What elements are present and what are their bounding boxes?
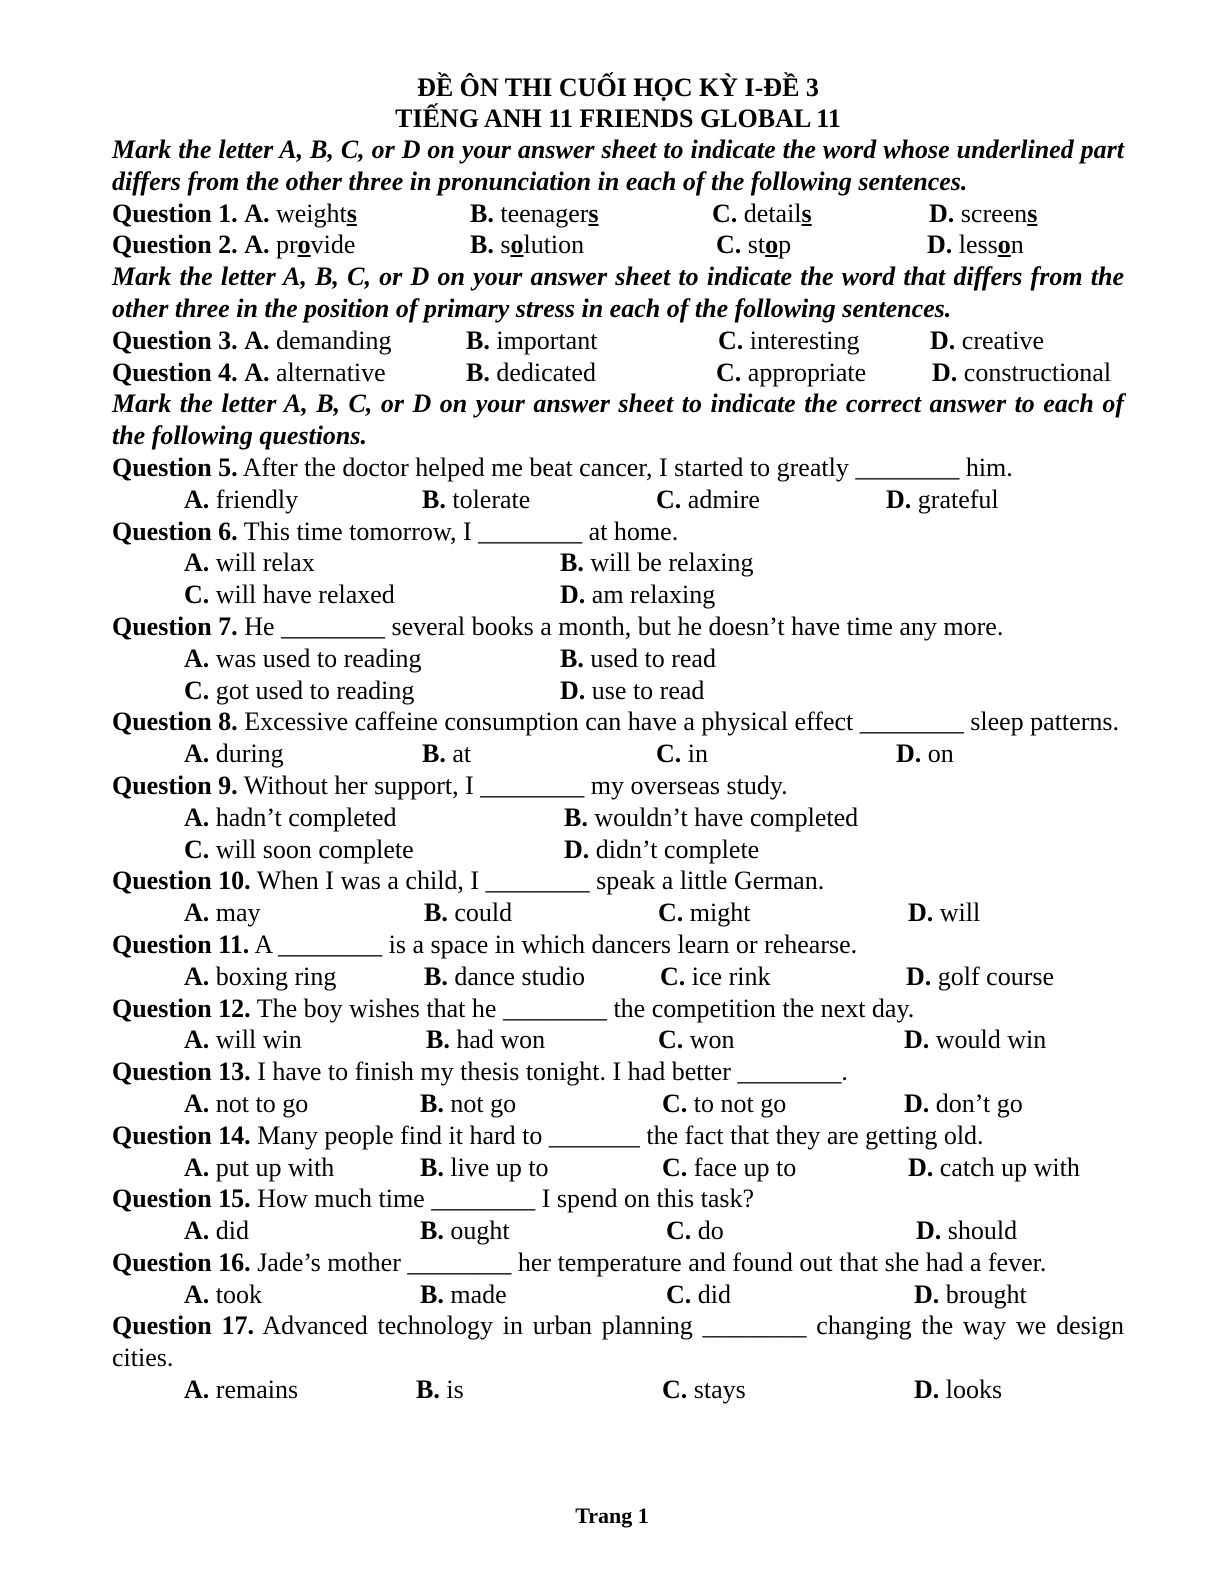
question-6-label: Question 6.	[112, 516, 238, 546]
question-15-option-b	[420, 1215, 666, 1247]
option-text: on	[927, 739, 954, 769]
option-text: will soon complete	[215, 834, 414, 864]
question-7-options	[112, 643, 1124, 675]
question-12-label: Question 12.	[112, 993, 251, 1023]
exam-title-line1: ĐỀ ÔN THI CUỐI HỌC KỲ I-ĐỀ 3	[417, 73, 819, 102]
question-16	[112, 1247, 1124, 1279]
question-15-option-c	[666, 1215, 916, 1247]
question-12-options	[112, 1024, 1124, 1056]
question-8	[112, 706, 1124, 738]
question-13	[112, 1056, 1124, 1088]
option-text: is	[446, 1375, 464, 1405]
underlined-letter: s	[346, 198, 357, 228]
question-1-option-b: teenagers	[500, 198, 599, 228]
question-16-option-a	[184, 1279, 420, 1311]
option-letter: D.	[896, 739, 922, 769]
option-text: grateful	[917, 484, 999, 514]
question-6-text: This time tomorrow, I ________ at home.	[243, 516, 679, 546]
option-letter: B.	[560, 643, 584, 673]
option-letter: B.	[466, 357, 490, 387]
question-12-option-a	[184, 1024, 426, 1056]
option-text: should	[947, 1216, 1018, 1246]
question-11	[112, 929, 1124, 961]
question-14-option-a	[184, 1152, 420, 1184]
option-letter: B.	[426, 1025, 450, 1055]
option-letter: D.	[560, 675, 586, 705]
question-4-option-c: appropriate	[747, 357, 867, 387]
question-11-option-d	[906, 961, 1054, 993]
option-letter: C.	[666, 1216, 692, 1246]
option-letter: A.	[184, 898, 210, 928]
option-text: put up with	[215, 1152, 335, 1182]
underlined-letter: o	[510, 230, 524, 260]
question-9-option-a	[184, 802, 564, 834]
question-11-option-c	[660, 961, 906, 993]
question-13-option-c	[662, 1088, 904, 1120]
option-letter: A.	[184, 643, 210, 673]
option-letter: C.	[184, 834, 210, 864]
option-letter: C.	[662, 1088, 688, 1118]
option-letter: D.	[932, 357, 958, 387]
question-14-option-b	[420, 1152, 662, 1184]
question-1-option-c-letter: C.	[712, 198, 738, 228]
question-8-option-c	[656, 738, 896, 770]
option-text: brought	[945, 1279, 1027, 1309]
option-letter: A.	[244, 325, 270, 355]
question-13-text: I have to finish my thesis tonight. I had better ________.	[257, 1057, 848, 1087]
option-letter: A.	[184, 484, 210, 514]
option-text: may	[215, 898, 261, 928]
question-5-text: After the doctor helped me beat cancer, I started to greatly ________ him.	[242, 452, 1013, 482]
question-9-option-d	[564, 834, 759, 866]
question-7-label: Question 7.	[112, 611, 238, 641]
question-5-option-c	[656, 484, 886, 516]
question-1-option-a: weights	[275, 198, 357, 228]
question-17-option-d	[914, 1374, 1002, 1406]
question-7-text: He ________ several books a month, but he doesn’t have time any more.	[244, 611, 1004, 641]
question-3-option-a: demanding	[275, 325, 392, 355]
question-10-options	[112, 897, 1124, 929]
question-13-options	[112, 1088, 1124, 1120]
option-letter: C.	[660, 961, 686, 991]
question-2-option-b-letter: B.	[470, 230, 494, 260]
question-15-option-d	[916, 1215, 1017, 1247]
option-letter: D.	[908, 1152, 934, 1182]
option-text: to not go	[693, 1088, 787, 1118]
question-4-option-a: alternative	[275, 357, 386, 387]
option-letter: B.	[424, 961, 448, 991]
question-16-option-b	[420, 1279, 666, 1311]
question-10-option-a	[184, 897, 424, 929]
option-text: did	[697, 1279, 732, 1309]
underlined-letter: o	[297, 230, 311, 260]
question-8-option-d	[896, 738, 954, 770]
option-text: will be relaxing	[590, 548, 754, 578]
question-3-option-d: creative	[961, 325, 1045, 355]
option-letter: C.	[184, 675, 210, 705]
question-9-options	[112, 802, 1124, 834]
option-letter: A.	[184, 802, 210, 832]
option-text: friendly	[215, 484, 299, 514]
question-14-option-d	[908, 1152, 1080, 1184]
question-13-option-b	[420, 1088, 662, 1120]
option-text: live up to	[450, 1152, 549, 1182]
question-16-option-c	[666, 1279, 914, 1311]
question-6-option-c	[184, 579, 560, 611]
option-letter: A.	[184, 739, 210, 769]
question-9-option-b	[564, 802, 858, 834]
question-2-option-a: provide	[275, 230, 356, 260]
question-10-label: Question 10.	[112, 866, 251, 896]
option-letter: C.	[716, 357, 742, 387]
question-12	[112, 993, 1124, 1025]
question-8-options	[112, 738, 1124, 770]
question-13-label: Question 13.	[112, 1057, 251, 1087]
question-1-option-b-letter: B.	[470, 198, 494, 228]
question-15-text: How much time ________ I spend on this task?	[257, 1184, 755, 1214]
question-2-option-c-letter: C.	[716, 230, 742, 260]
option-text: ought	[450, 1216, 510, 1246]
question-1-option-d: screens	[960, 198, 1038, 228]
option-letter: B.	[466, 325, 490, 355]
question-14-text: Many people find it hard to _______ the fact that they are getting old.	[257, 1120, 984, 1150]
question-9	[112, 770, 1124, 802]
option-letter: A.	[244, 357, 270, 387]
option-text: tolerate	[452, 484, 531, 514]
question-16-option-d	[914, 1279, 1027, 1311]
option-letter: B.	[564, 802, 588, 832]
option-letter: D.	[914, 1375, 940, 1405]
question-2-option-d-letter: D.	[927, 230, 953, 260]
option-text: during	[215, 739, 284, 769]
option-text: ice rink	[691, 961, 771, 991]
option-letter: B.	[420, 1152, 444, 1182]
option-text: made	[450, 1279, 507, 1309]
option-text: might	[689, 898, 751, 928]
option-text: at	[452, 739, 472, 769]
question-5-options	[112, 484, 1124, 516]
option-text: do	[697, 1216, 724, 1246]
option-text: am relaxing	[591, 580, 716, 610]
option-text: will	[939, 898, 981, 928]
question-7-option-a	[184, 643, 560, 675]
option-letter: B.	[420, 1216, 444, 1246]
option-letter: B.	[422, 484, 446, 514]
question-2-option-c: stop	[747, 230, 792, 260]
option-text: will win	[215, 1025, 302, 1055]
option-letter: B.	[420, 1279, 444, 1309]
question-8-label: Question 8.	[112, 707, 238, 737]
question-6-options	[112, 579, 1124, 611]
question-14-label: Question 14.	[112, 1120, 251, 1150]
question-6-option-d	[560, 579, 715, 611]
option-text: stays	[693, 1375, 746, 1405]
question-8-option-b	[422, 738, 656, 770]
question-16-options	[112, 1279, 1124, 1311]
option-text: didn’t complete	[595, 834, 760, 864]
question-14-option-c	[662, 1152, 908, 1184]
underlined-letter: o	[997, 230, 1011, 260]
option-letter: B.	[416, 1375, 440, 1405]
question-3-option-b: important	[496, 325, 598, 355]
option-letter: D.	[916, 1216, 942, 1246]
question-17-option-a	[184, 1374, 416, 1406]
option-letter: C.	[718, 325, 744, 355]
question-17-label: Question 17.	[112, 1311, 254, 1341]
question-14-options	[112, 1152, 1124, 1184]
option-letter: D.	[930, 325, 956, 355]
option-text: in	[687, 739, 709, 769]
question-4-option-d: constructional	[963, 357, 1112, 387]
option-letter: B.	[420, 1088, 444, 1118]
option-letter: A.	[184, 961, 210, 991]
question-4-option-b: dedicated	[496, 357, 596, 387]
option-text: took	[215, 1279, 263, 1309]
option-letter: D.	[904, 1025, 930, 1055]
option-letter: C.	[658, 898, 684, 928]
option-text: catch up with	[939, 1152, 1080, 1182]
question-2	[112, 229, 1124, 261]
page-number: Trang 1	[575, 1503, 649, 1528]
option-letter: D.	[904, 1088, 930, 1118]
option-text: will relax	[215, 548, 315, 578]
underlined-letter: s	[588, 198, 599, 228]
section2-instruction: Mark the letter A, B, C, or D on your answer sheet to indicate the word that differs from the other three in the position of primary stress in each of the following sentences.	[112, 262, 1124, 323]
option-letter: C.	[662, 1152, 688, 1182]
question-12-text: The boy wishes that he ________ the competition the next day.	[256, 993, 915, 1023]
question-17-option-b	[416, 1374, 662, 1406]
question-2-label: Question 2.	[112, 230, 238, 260]
option-text: face up to	[693, 1152, 797, 1182]
question-8-text: Excessive caffeine consumption can have a physical effect ________ sleep patterns.	[244, 707, 1119, 737]
option-letter: C.	[656, 739, 682, 769]
question-1-option-d-letter: D.	[929, 198, 955, 228]
question-11-option-b	[424, 961, 660, 993]
option-text: remains	[215, 1375, 299, 1405]
question-7-option-b	[560, 643, 716, 675]
option-letter: A.	[184, 1279, 210, 1309]
question-2-option-d: lesson	[958, 230, 1024, 260]
question-9-text: Without her support, I ________ my overseas study.	[243, 770, 788, 800]
option-text: not to go	[215, 1088, 309, 1118]
question-11-option-a	[184, 961, 424, 993]
question-7-option-d	[560, 675, 704, 707]
question-9-option-c	[184, 834, 564, 866]
question-1	[112, 198, 1124, 230]
option-text: looks	[945, 1375, 1003, 1405]
question-10-option-b	[424, 897, 658, 929]
option-letter: D.	[908, 898, 934, 928]
option-letter: B.	[560, 548, 584, 578]
option-letter: C.	[184, 580, 210, 610]
option-text: would win	[935, 1025, 1047, 1055]
question-10	[112, 865, 1124, 897]
section3-instruction: Mark the letter A, B, C, or D on your answer sheet to indicate the correct answer to each of the following questions.	[112, 389, 1124, 451]
question-10-option-d	[908, 897, 980, 929]
option-letter: D.	[564, 834, 590, 864]
section1-instruction: Mark the letter A, B, C, or D on your answer sheet to indicate the word whose underlined part differs from the other three in pronunciation in each of the following sentences.	[112, 135, 1124, 196]
option-text: used to read	[590, 643, 716, 673]
option-text: not go	[450, 1088, 517, 1118]
option-text: use to read	[591, 675, 705, 705]
question-5-label: Question 5.	[112, 452, 238, 482]
question-11-text: A ________ is a space in which dancers learn or rehearse.	[254, 929, 858, 959]
question-15-label: Question 15.	[112, 1184, 251, 1214]
underlined-letter: s	[801, 198, 812, 228]
option-letter: D.	[906, 961, 932, 991]
question-16-text: Jade’s mother ________ her temperature and found out that she had a fever.	[257, 1247, 1047, 1277]
option-letter: C.	[656, 484, 682, 514]
question-12-option-b	[426, 1024, 658, 1056]
question-11-label: Question 11.	[112, 929, 250, 959]
option-text: golf course	[937, 961, 1055, 991]
question-11-options	[112, 961, 1124, 993]
underlined-letter: o	[765, 230, 779, 260]
option-letter: A.	[184, 1375, 210, 1405]
question-9-label: Question 9.	[112, 770, 238, 800]
option-text: boxing ring	[215, 961, 337, 991]
question-7-option-c	[184, 675, 560, 707]
question-3-option-c: interesting	[749, 325, 860, 355]
option-text: was used to reading	[215, 643, 422, 673]
question-5-option-d	[886, 484, 999, 516]
option-text: don’t go	[935, 1088, 1023, 1118]
question-14	[112, 1120, 1124, 1152]
option-letter: A.	[184, 548, 210, 578]
question-6-option-a	[184, 547, 560, 579]
option-letter: C.	[658, 1025, 684, 1055]
option-letter: C.	[666, 1279, 692, 1309]
question-5	[112, 452, 1124, 484]
option-letter: A.	[184, 1088, 210, 1118]
question-17-options	[112, 1374, 1124, 1406]
underlined-letter: s	[1027, 198, 1038, 228]
question-list	[112, 452, 1124, 1406]
question-10-option-c	[658, 897, 908, 929]
question-4-label: Question 4.	[112, 357, 238, 387]
option-text: did	[215, 1216, 250, 1246]
question-5-option-a	[184, 484, 422, 516]
question-4	[112, 357, 1124, 389]
question-15	[112, 1183, 1124, 1215]
question-9-options	[112, 834, 1124, 866]
question-6-options	[112, 547, 1124, 579]
question-15-options	[112, 1215, 1124, 1247]
option-text: had won	[456, 1025, 546, 1055]
option-letter: A.	[184, 1025, 210, 1055]
question-13-option-d	[904, 1088, 1023, 1120]
question-2-option-a-letter: A.	[244, 230, 270, 260]
option-letter: C.	[662, 1375, 688, 1405]
option-letter: B.	[424, 898, 448, 928]
option-letter: D.	[886, 484, 912, 514]
option-letter: D.	[914, 1279, 940, 1309]
option-letter: D.	[560, 580, 586, 610]
question-8-option-a	[184, 738, 422, 770]
question-6-option-b	[560, 547, 754, 579]
question-12-option-d	[904, 1024, 1046, 1056]
exam-title-line2: TIẾNG ANH 11 FRIENDS GLOBAL 11	[395, 104, 841, 133]
question-13-option-a	[184, 1088, 420, 1120]
option-letter: B.	[422, 739, 446, 769]
question-1-option-c: details	[743, 198, 812, 228]
question-1-option-a-letter: A.	[244, 198, 270, 228]
option-text: could	[454, 898, 513, 928]
option-text: dance studio	[454, 961, 586, 991]
question-17-option-c	[662, 1374, 914, 1406]
option-text: admire	[687, 484, 760, 514]
question-10-text: When I was a child, I ________ speak a little German.	[256, 866, 825, 896]
exam-page	[112, 72, 1124, 1406]
option-text: hadn’t completed	[215, 802, 397, 832]
option-letter: A.	[184, 1152, 210, 1182]
question-3-label: Question 3.	[112, 325, 238, 355]
question-17	[112, 1310, 1124, 1374]
question-12-option-c	[658, 1024, 904, 1056]
option-text: wouldn’t have completed	[594, 802, 859, 832]
option-text: will have relaxed	[215, 580, 395, 610]
question-1-label: Question 1.	[112, 198, 238, 228]
question-7	[112, 611, 1124, 643]
question-15-option-a	[184, 1215, 420, 1247]
question-17-text: Advanced technology in urban planning ________ changing the way we design cities.	[112, 1311, 1124, 1373]
question-16-label: Question 16.	[112, 1247, 251, 1277]
option-letter: A.	[184, 1216, 210, 1246]
question-7-options	[112, 675, 1124, 707]
question-2-option-b: solution	[500, 230, 585, 260]
option-text: won	[689, 1025, 735, 1055]
question-3	[112, 325, 1124, 357]
option-text: got used to reading	[215, 675, 415, 705]
question-5-option-b	[422, 484, 656, 516]
question-6	[112, 516, 1124, 548]
